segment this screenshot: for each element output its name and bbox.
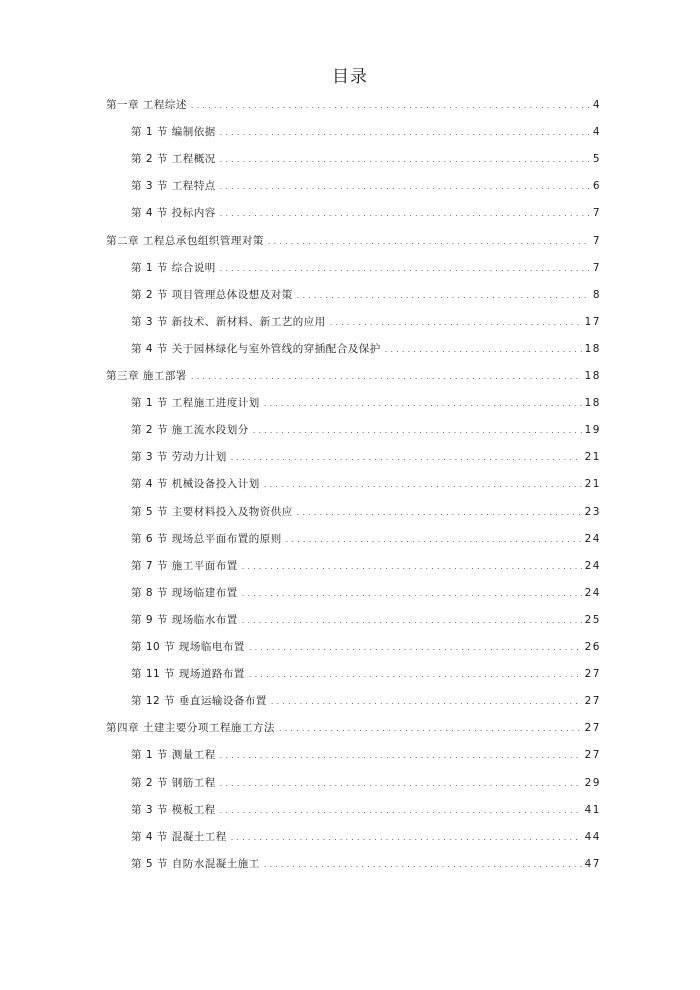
toc-section-entry[interactable] <box>131 119 601 145</box>
toc-entry-page-number: 27 <box>584 668 601 681</box>
toc-entry-label: 第 7 节 施工平面布置 <box>131 559 238 572</box>
toc-dot-leader <box>191 362 582 390</box>
toc-section-entry[interactable] <box>131 417 601 443</box>
toc-entry-label: 第 4 节 投标内容 <box>131 207 216 220</box>
toc-dot-leader <box>220 199 590 227</box>
toc-section-entry[interactable] <box>131 553 601 579</box>
toc-entry-page-number: 25 <box>584 613 601 626</box>
toc-dot-leader <box>268 227 590 255</box>
toc-section-entry[interactable] <box>131 390 601 416</box>
toc-dot-leader <box>242 552 582 580</box>
toc-dot-leader <box>297 498 582 526</box>
toc-entry-label: 第 4 节 混凝土工程 <box>131 830 227 843</box>
toc-entry-label: 第 2 节 项目管理总体设想及对策 <box>131 288 293 301</box>
toc-entry-label: 第 9 节 现场临水布置 <box>131 613 238 626</box>
toc-dot-leader <box>264 470 582 498</box>
toc-section-entry[interactable] <box>131 634 601 660</box>
toc-entry-label: 第 8 节 现场临建布置 <box>131 586 238 599</box>
toc-entry-page-number: 8 <box>592 288 601 301</box>
toc-entry-label: 第 3 节 工程特点 <box>131 180 216 193</box>
toc-entry-page-number: 19 <box>584 424 601 437</box>
toc-entry-label: 第 5 节 主要材料投入及物资供应 <box>131 505 293 518</box>
toc-entry-page-number: 24 <box>584 586 601 599</box>
toc-dot-leader <box>249 660 582 688</box>
toc-dot-leader <box>220 796 582 824</box>
toc-section-entry[interactable] <box>131 471 601 497</box>
toc-entry-page-number: 18 <box>584 397 601 410</box>
toc-chapter-entry[interactable] <box>106 363 601 389</box>
toc-dot-leader <box>279 714 582 742</box>
toc-section-entry[interactable] <box>131 146 601 172</box>
toc-dot-leader <box>249 633 582 661</box>
toc-section-entry[interactable] <box>131 255 601 281</box>
toc-section-entry[interactable] <box>131 797 601 823</box>
toc-section-entry[interactable] <box>131 200 601 226</box>
toc-dot-leader <box>330 308 582 336</box>
toc-entry-page-number: 21 <box>584 478 601 491</box>
toc-entry-label: 第 4 节 机械设备投入计划 <box>131 478 260 491</box>
toc-dot-leader <box>385 335 582 363</box>
toc-section-entry[interactable] <box>131 336 601 362</box>
toc-entry-page-number: 4 <box>592 99 601 111</box>
toc-entry-page-number: 24 <box>584 559 601 572</box>
toc-dot-leader <box>220 172 590 200</box>
toc-entry-page-number: 5 <box>592 153 601 166</box>
toc-entry-page-number: 4 <box>592 126 601 139</box>
toc-dot-leader <box>191 91 590 119</box>
toc-entry-page-number: 21 <box>584 451 601 464</box>
toc-dot-leader <box>271 687 582 715</box>
toc-entry-label: 第 3 节 模板工程 <box>131 803 216 816</box>
toc-section-entry[interactable] <box>131 309 601 335</box>
toc-section-entry[interactable] <box>131 499 601 525</box>
toc-dot-leader <box>242 606 582 634</box>
toc-dot-leader <box>264 850 582 878</box>
toc-entry-page-number: 7 <box>592 207 601 220</box>
toc-entry-label: 第 1 节 测量工程 <box>131 749 216 762</box>
toc-entry-page-number: 23 <box>584 505 601 518</box>
toc-entry-page-number: 18 <box>584 370 601 382</box>
toc-entry-label: 第 10 节 现场临电布置 <box>131 641 245 653</box>
toc-entry-label: 第 5 节 自防水混凝土施工 <box>131 857 260 870</box>
toc-entry-label: 第 1 节 编制依据 <box>131 126 216 139</box>
toc-chapter-entry[interactable] <box>106 715 601 741</box>
toc-entry-page-number: 24 <box>584 532 601 545</box>
toc-entry-page-number: 6 <box>592 180 601 193</box>
toc-entry-page-number: 27 <box>584 722 601 735</box>
toc-entry-label: 第四章 土建主要分项工程施工方法 <box>106 722 275 735</box>
toc-entry-label: 第 12 节 垂直运输设备布置 <box>131 695 267 708</box>
toc-section-entry[interactable] <box>131 851 601 877</box>
toc-entry-label: 第三章 施工部署 <box>106 370 187 382</box>
toc-entry-page-number: 18 <box>584 342 601 355</box>
toc-dot-leader <box>231 823 582 851</box>
toc-dot-leader <box>286 525 582 553</box>
toc-section-entry[interactable] <box>131 688 601 714</box>
toc-chapter-entry[interactable] <box>106 92 601 118</box>
toc-dot-leader <box>231 443 582 471</box>
toc-entry-label: 第 3 节 新技术、新材料、新工艺的应用 <box>131 315 326 328</box>
toc-dot-leader <box>220 118 590 146</box>
toc-entry-label: 第一章 工程综述 <box>106 99 187 111</box>
toc-dot-leader <box>220 769 582 797</box>
toc-entry-label: 第 3 节 劳动力计划 <box>131 451 227 464</box>
toc-section-entry[interactable] <box>131 173 601 199</box>
toc-entry-page-number: 44 <box>584 830 601 843</box>
toc-entry-label: 第 2 节 施工流水段划分 <box>131 424 249 437</box>
toc-dot-leader <box>242 579 582 607</box>
toc-entry-label: 第 1 节 工程施工进度计划 <box>131 397 260 410</box>
toc-dot-leader <box>220 254 590 282</box>
toc-entry-label: 第 2 节 工程概况 <box>131 153 216 166</box>
toc-entry-page-number: 41 <box>584 803 601 816</box>
toc-entry-page-number: 26 <box>584 641 601 653</box>
toc-entry-page-number: 27 <box>584 695 601 708</box>
toc-section-entry[interactable] <box>131 580 601 606</box>
toc-entry-label: 第 1 节 综合说明 <box>131 261 216 274</box>
toc-entry-label: 第 4 节 关于园林绿化与室外管线的穿插配合及保护 <box>131 342 381 355</box>
toc-entry-label: 第二章 工程总承包组织管理对策 <box>106 234 264 247</box>
toc-section-entry[interactable] <box>131 282 601 308</box>
toc-section-entry[interactable] <box>131 661 601 687</box>
toc-section-entry[interactable] <box>131 770 601 796</box>
toc-entry-page-number: 27 <box>584 749 601 762</box>
toc-chapter-entry[interactable] <box>106 228 601 254</box>
toc-entry-page-number: 7 <box>592 234 601 247</box>
toc-entry-label: 第 11 节 现场道路布置 <box>131 668 245 681</box>
toc-section-entry[interactable] <box>131 742 601 768</box>
toc-section-entry[interactable] <box>131 444 601 470</box>
toc-dot-leader <box>220 145 590 173</box>
toc-entry-page-number: 47 <box>584 857 601 870</box>
toc-dot-leader <box>297 281 590 309</box>
toc-dot-leader <box>220 741 582 769</box>
toc-entry-label: 第 6 节 现场总平面布置的原则 <box>131 532 282 545</box>
toc-entry-page-number: 7 <box>592 261 601 274</box>
toc-dot-leader <box>253 416 582 444</box>
toc-section-entry[interactable] <box>131 607 601 633</box>
toc-title: 目录 <box>332 67 368 87</box>
toc-section-entry[interactable] <box>131 824 601 850</box>
toc-section-entry[interactable] <box>131 526 601 552</box>
toc-entry-label: 第 2 节 钢筋工程 <box>131 776 216 789</box>
toc-dot-leader <box>264 389 582 417</box>
toc-entry-page-number: 17 <box>584 315 601 328</box>
toc-entry-page-number: 29 <box>584 776 601 789</box>
